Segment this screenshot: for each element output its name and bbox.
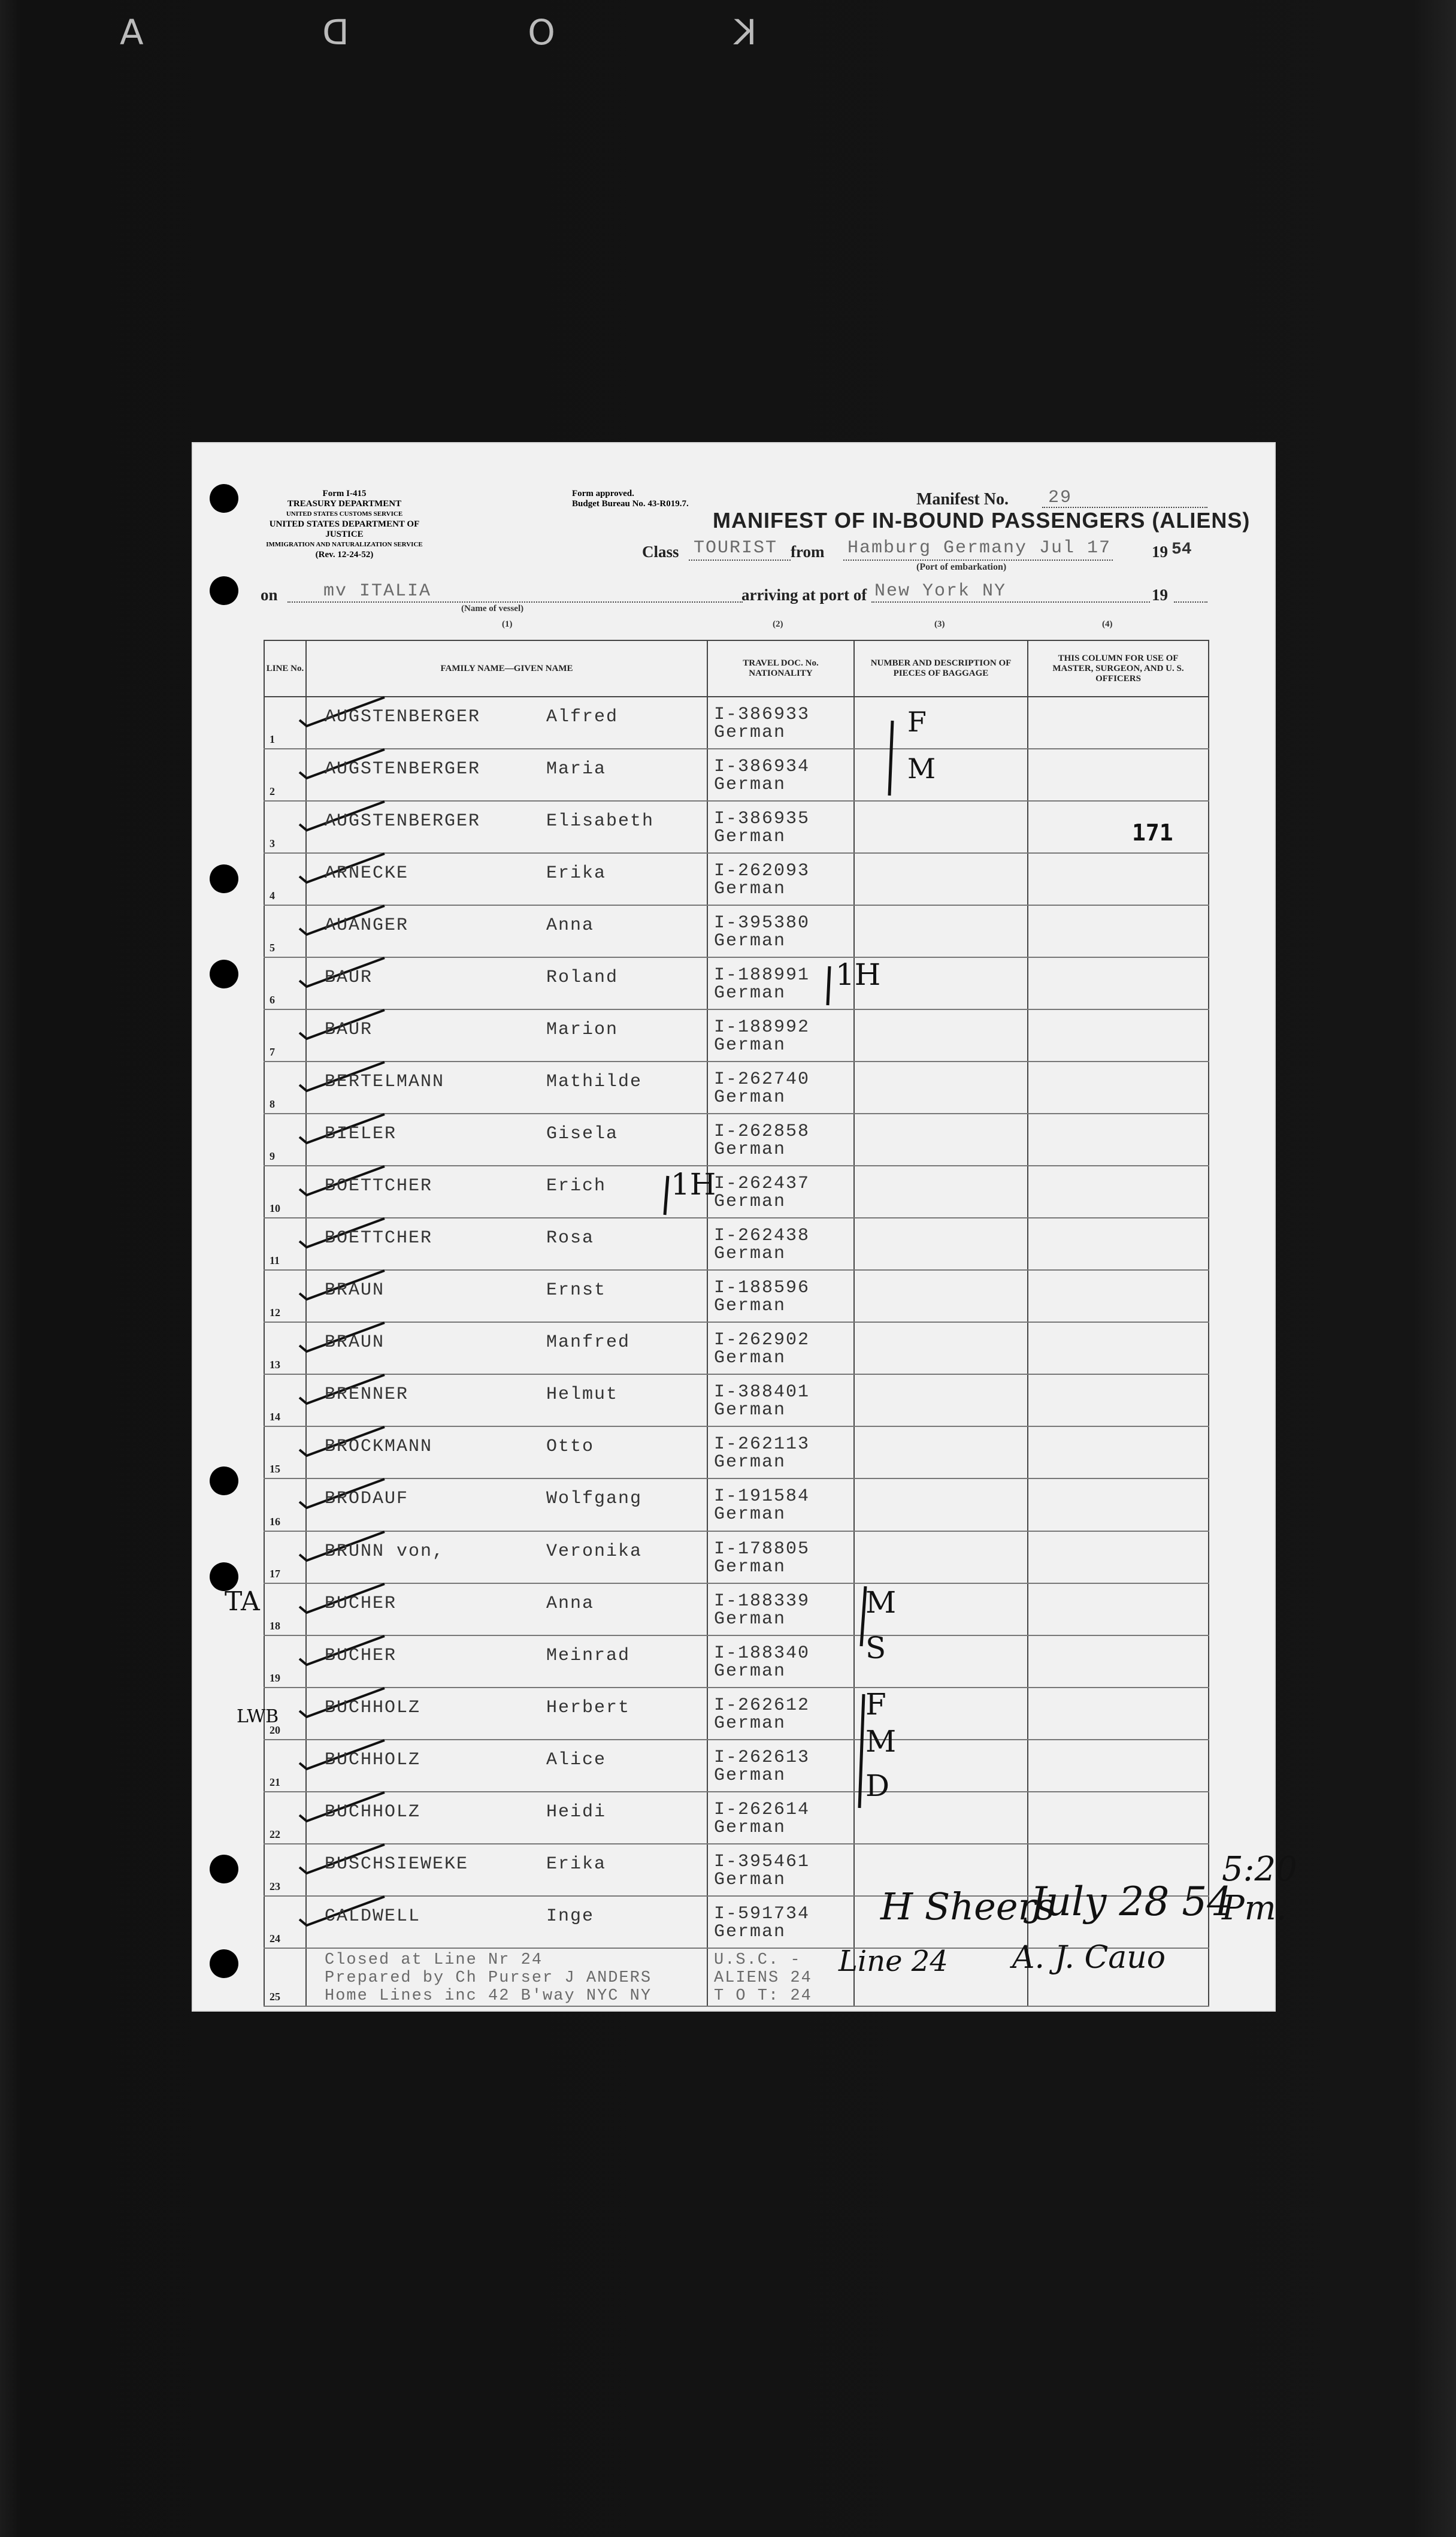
travel-doc-number: I-188991 xyxy=(714,965,810,986)
travel-doc-number: I-395461 xyxy=(714,1851,810,1872)
margin-mark-ta: TA xyxy=(225,1586,260,1617)
nationality: German xyxy=(714,1192,786,1212)
travel-doc-number: I-262613 xyxy=(714,1747,810,1768)
nationality: German xyxy=(714,1556,786,1577)
family-name: BOETTCHER xyxy=(325,1228,433,1249)
family-name: BRUNN von, xyxy=(325,1541,445,1562)
film-edge-text: K O D A xyxy=(36,12,757,53)
line-number: 16 xyxy=(270,1515,280,1528)
approved-label: Form approved. xyxy=(572,489,634,498)
family-name: BUCHHOLZ xyxy=(325,1801,421,1822)
travel-doc-number: I-386934 xyxy=(714,757,810,778)
line-number: 1 xyxy=(270,733,275,746)
nationality: German xyxy=(714,1817,786,1838)
travel-doc-number: I-591734 xyxy=(714,1903,810,1924)
justice-dept: UNITED STATES DEPARTMENT OF JUSTICE xyxy=(269,519,420,539)
aliens-total: ALIENS 24 xyxy=(714,1968,812,1987)
nationality: German xyxy=(714,1765,786,1786)
nationality: German xyxy=(714,1713,786,1734)
line-number: 4 xyxy=(270,890,275,902)
travel-doc-number: I-188339 xyxy=(714,1590,810,1611)
line-number: 5 xyxy=(270,942,275,954)
line-number: 20 xyxy=(270,1723,280,1736)
line-number: 7 xyxy=(270,1046,275,1059)
travel-doc-number: I-188992 xyxy=(714,1017,810,1038)
line-number: 22 xyxy=(270,1828,280,1840)
family-name: BUCHER xyxy=(325,1645,397,1666)
manifest-page xyxy=(192,442,1297,2012)
given-name: Elisabeth xyxy=(546,811,655,832)
family-name: BRAUN xyxy=(325,1280,385,1301)
grand-total: T O T: 24 xyxy=(714,1986,812,2005)
on-label: on xyxy=(261,586,278,604)
family-mark-1h: 1H xyxy=(671,1167,716,1202)
port-embark-note: (Port of embarkation) xyxy=(916,562,1007,572)
family-name: ARNECKE xyxy=(325,863,409,884)
travel-doc-number: I-262614 xyxy=(714,1799,810,1820)
travel-doc-number: I-262437 xyxy=(714,1174,810,1195)
nationality: German xyxy=(714,1504,786,1525)
year-value: 54 xyxy=(1172,540,1192,559)
vessel-value: mv ITALIA xyxy=(323,581,432,601)
nationality: German xyxy=(714,1035,786,1056)
vessel-note: (Name of vessel) xyxy=(461,604,524,613)
line-number: 19 xyxy=(270,1671,280,1684)
family-mark-m: M xyxy=(865,1724,897,1759)
given-name: Gisela xyxy=(546,1124,619,1145)
given-name: Anna xyxy=(546,915,595,936)
handwritten-brackets xyxy=(192,442,1276,2012)
from-label: from xyxy=(791,543,825,561)
given-name: Rosa xyxy=(546,1228,595,1249)
header-baggage: NUMBER AND DESCRIPTION OF PIECES OF BAGGAGE xyxy=(854,640,1028,697)
given-name: Manfred xyxy=(546,1332,631,1353)
closed-at-line: Closed at Line Nr 24 xyxy=(325,1951,543,1969)
nationality: German xyxy=(714,879,786,900)
nationality: German xyxy=(714,1139,786,1160)
given-name: Erich xyxy=(546,1176,607,1197)
form-number: Form I-415 xyxy=(322,489,367,498)
given-name: Erika xyxy=(546,863,607,884)
travel-doc-number: I-388401 xyxy=(714,1382,810,1403)
line-number: 3 xyxy=(270,837,275,850)
travel-doc-number: I-188596 xyxy=(714,1278,810,1299)
travel-doc-number: I-395380 xyxy=(714,913,810,934)
given-name: Wolfgang xyxy=(546,1489,643,1510)
arriving-label: arriving at port of xyxy=(741,586,867,604)
family-mark-1h: 1H xyxy=(836,957,881,992)
given-name: Marion xyxy=(546,1020,619,1041)
travel-doc-number: I-191584 xyxy=(714,1486,810,1507)
family-name: AUANGER xyxy=(325,915,409,936)
given-name: Herbert xyxy=(546,1697,631,1718)
nationality: German xyxy=(714,1452,786,1473)
given-name: Helmut xyxy=(546,1384,619,1405)
nationality: German xyxy=(714,1921,786,1942)
line-number: 8 xyxy=(270,1098,275,1111)
travel-doc-number: I-262858 xyxy=(714,1121,810,1142)
header-doc: TRAVEL DOC. No. NATIONALITY xyxy=(707,640,854,697)
travel-doc-number: I-262438 xyxy=(714,1226,810,1247)
given-name: Meinrad xyxy=(546,1645,631,1666)
line-number: 10 xyxy=(270,1202,280,1215)
line-number: 11 xyxy=(270,1254,280,1267)
budget-bureau: Budget Bureau No. 43-R019.7. xyxy=(572,499,689,509)
nationality: German xyxy=(714,1244,786,1265)
prepared-by: Prepared by Ch Purser J ANDERS xyxy=(325,1968,652,1987)
header-name: FAMILY NAME—GIVEN NAME xyxy=(306,640,707,697)
nationality: German xyxy=(714,1400,786,1421)
given-name: Maria xyxy=(546,759,607,780)
line-number: 9 xyxy=(270,1150,275,1163)
given-name: Alfred xyxy=(546,707,619,727)
treasury-dept: TREASURY DEPARTMENT xyxy=(287,499,402,509)
handwritten-time: 5:20 Pm. xyxy=(1222,1850,1297,1928)
family-name: BUCHHOLZ xyxy=(325,1749,421,1770)
ins-service: IMMIGRATION AND NATURALIZATION SERVICE xyxy=(266,541,423,548)
handwritten-line-note: Line 24 xyxy=(839,1945,948,1978)
nationality: German xyxy=(714,983,786,1004)
family-mark-f: F xyxy=(865,1687,886,1722)
form-revision: (Rev. 12-24-52) xyxy=(315,550,374,560)
family-name: AUGSTENBERGER xyxy=(325,811,481,832)
travel-doc-number: I-262093 xyxy=(714,861,810,882)
travel-doc-number: I-262740 xyxy=(714,1069,810,1090)
family-mark-m: M xyxy=(865,1585,897,1620)
given-name: Otto xyxy=(546,1437,595,1458)
line-number: 6 xyxy=(270,994,275,1006)
given-name: Mathilde xyxy=(546,1072,643,1093)
margin-mark-lwb: LWB xyxy=(237,1706,279,1727)
family-name: BRAUN xyxy=(325,1332,385,1353)
given-name: Erika xyxy=(546,1853,607,1874)
col-num-1: (1) xyxy=(502,619,513,629)
travel-doc-number: I-386933 xyxy=(714,704,810,725)
nationality: German xyxy=(714,827,786,848)
family-name: AUGSTENBERGER xyxy=(325,759,481,780)
family-name: BIELER xyxy=(325,1124,397,1145)
family-name: BAUR xyxy=(325,967,373,988)
family-name: BAUR xyxy=(325,1020,373,1041)
given-name: Ernst xyxy=(546,1280,607,1301)
given-name: Anna xyxy=(546,1593,595,1614)
home-lines: Home Lines inc 42 B'way NYC NY xyxy=(325,1986,652,2005)
nationality: German xyxy=(714,1661,786,1682)
family-mark-m: M xyxy=(907,752,936,785)
line-number: 23 xyxy=(270,1880,280,1892)
family-name: BRENNER xyxy=(325,1384,409,1405)
travel-doc-number: I-178805 xyxy=(714,1538,810,1559)
family-name: BUCHER xyxy=(325,1593,397,1614)
given-name: Alice xyxy=(546,1749,607,1770)
line-number: 13 xyxy=(270,1359,280,1371)
travel-doc-number: I-188340 xyxy=(714,1643,810,1664)
nationality: German xyxy=(714,775,786,796)
family-mark-f: F xyxy=(907,706,927,738)
line-number: 25 xyxy=(270,1991,280,2003)
family-name: CALDWELL xyxy=(325,1906,421,1927)
family-name: BROCKMANN xyxy=(325,1437,433,1458)
travel-doc-number: I-262612 xyxy=(714,1695,810,1716)
manifest-no-value: 29 xyxy=(1048,488,1073,508)
family-name: AUGSTENBERGER xyxy=(325,707,481,727)
nationality: German xyxy=(714,1087,786,1108)
handwritten-date: July 28 54 xyxy=(1030,1879,1233,1925)
given-name: Inge xyxy=(546,1906,595,1927)
officer-number: 171 xyxy=(1132,820,1173,846)
header-line-no: LINE No. xyxy=(264,640,306,697)
nationality: German xyxy=(714,931,786,952)
given-name: Roland xyxy=(546,967,619,988)
family-mark-d: D xyxy=(865,1768,890,1803)
year-prefix: 19 xyxy=(1152,543,1168,561)
family-mark-s: S xyxy=(865,1631,886,1665)
nationality: German xyxy=(714,1869,786,1890)
nationality: German xyxy=(714,1348,786,1369)
line-number: 14 xyxy=(270,1411,280,1423)
nationality: German xyxy=(714,722,786,743)
line-number: 24 xyxy=(270,1932,280,1945)
line-number: 12 xyxy=(270,1307,280,1319)
line-number: 21 xyxy=(270,1776,280,1788)
travel-doc-number: I-262113 xyxy=(714,1434,810,1455)
class-label: Class xyxy=(642,543,679,561)
line-number: 15 xyxy=(270,1463,280,1475)
family-name: BRODAUF xyxy=(325,1489,409,1510)
handwritten-signature-2: A. J. Cauo xyxy=(1012,1940,1166,1976)
col-num-2: (2) xyxy=(773,619,783,629)
given-name: Heidi xyxy=(546,1801,607,1822)
col-num-3: (3) xyxy=(934,619,945,629)
line-number: 18 xyxy=(270,1619,280,1632)
usc-total: U.S.C. - xyxy=(714,1951,801,1969)
handwritten-signature-1: H Sheers xyxy=(880,1885,1055,1928)
travel-doc-number: I-262902 xyxy=(714,1330,810,1351)
line-number: 17 xyxy=(270,1567,280,1580)
customs-service: UNITED STATES CUSTOMS SERVICE xyxy=(286,510,403,518)
manifest-title: MANIFEST OF IN-BOUND PASSENGERS (ALIENS) xyxy=(713,508,1251,533)
col-num-4: (4) xyxy=(1102,619,1113,629)
given-name: Veronika xyxy=(546,1541,643,1562)
travel-doc-number: I-386935 xyxy=(714,809,810,830)
nationality: German xyxy=(714,1296,786,1317)
class-value: TOURIST xyxy=(694,538,778,558)
arrival-year-prefix: 19 xyxy=(1152,586,1168,604)
manifest-no-label: Manifest No. xyxy=(916,490,1009,509)
arrival-port-value: New York NY xyxy=(874,581,1007,601)
nationality: German xyxy=(714,1608,786,1629)
family-name: BOETTCHER xyxy=(325,1176,433,1197)
family-name: BUCHHOLZ xyxy=(325,1697,421,1718)
line-number: 2 xyxy=(270,785,275,798)
family-name: BERTELMANN xyxy=(325,1072,445,1093)
family-name: BUSCHSIEWEKE xyxy=(325,1853,469,1874)
header-officers: THIS COLUMN FOR USE OF MASTER, SURGEON, AND U. S. OFFICERS xyxy=(1028,640,1209,697)
embarkation-value: Hamburg Germany Jul 17 xyxy=(847,538,1112,558)
